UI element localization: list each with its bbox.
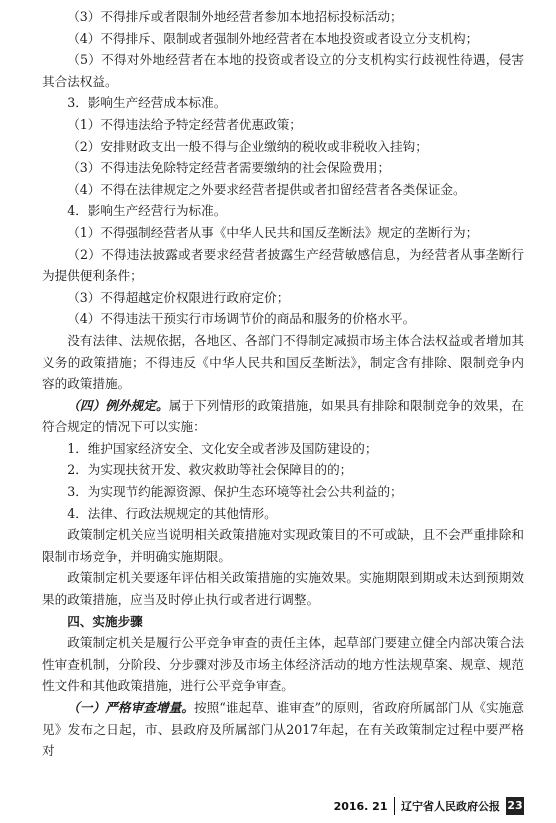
paragraph: （2）安排财政支出一般不得与企业缴纳的税收或非税收入挂钩； — [67, 138, 428, 154]
section-heading: 四、实施步骤 — [67, 613, 143, 629]
paragraph: （1）不得违法给予特定经营者优惠政策； — [67, 116, 302, 132]
paragraph-text: 按照“谁起草、谁审查”的原则，省政府所属部门从《实施意见》发布之日起，市、县政府及所属部门从2017年起，在有关政策制定过程中要严格对 — [42, 700, 524, 759]
paragraph: 2．为实现扶贫开发、救灾救助等社会保障目的的； — [67, 462, 353, 478]
page-footer — [334, 797, 524, 815]
paragraph: 3．为实现节约能源资源、保护生态环境等社会公共利益的； — [67, 484, 403, 500]
paragraph — [42, 395, 524, 438]
paragraph — [42, 697, 524, 762]
paragraph: （3）不得违法免除特定经营者需要缴纳的社会保险费用； — [67, 160, 391, 176]
issue-number: 2016. 21 — [333, 799, 388, 813]
paragraph: （4）不得在法律规定之外要求经营者提供或者扣留经营者各类保证金。 — [67, 181, 466, 197]
paragraph: 政策制定机关是履行公平竞争审查的责任主体，起草部门要建立健全内部决策合法性审查机制，分阶段、分步骤对涉及市场主体经济活动的地方性法规草案、规章、规范性文件和其他政策措施，进行公平竞争审查。 — [42, 635, 524, 694]
paragraph: 4．法律、行政法规规定的其他情形。 — [67, 505, 277, 521]
paragraph-lead: （一）严格审查增量。 — [67, 700, 194, 715]
paragraph: （4）不得违法干预实行市场调节价的商品和服务的价格水平。 — [67, 311, 416, 327]
paragraph: （4）不得排斥、限制或者强制外地经营者在本地投资或者设立分支机构； — [67, 30, 479, 46]
paragraph: （3）不得排斥或者限制外地经营者参加本地招标投标活动； — [67, 9, 403, 24]
paragraph: 政策制定机关应当说明相关政策措施对实现政策目的不可或缺，且不会严重排除和限制市场竞争，并明确实施期限。 — [42, 527, 524, 564]
paragraph: （1）不得强制经营者从事《中华人民共和国反垄断法》规定的垄断行为； — [67, 224, 479, 240]
paragraph: （5）不得对外地经营者在本地的投资或者设立的分支机构实行歧视性待遇，侵害其合法权益。 — [42, 52, 524, 89]
footer-divider — [394, 797, 396, 815]
paragraph: 3．影响生产经营成本标准。 — [67, 95, 227, 111]
paragraph: （3）不得超越定价权限进行政府定价； — [67, 289, 290, 305]
article-body — [42, 6, 524, 762]
paragraph-text: 属于下列情形的政策措施，如果具有排除和限制竞争的效果，在符合规定的情况下可以实施： — [42, 397, 525, 435]
paragraph: 政策制定机关要逐年评估相关政策措施的实施效果。实施期限到期或未达到预期效果的政策措施，应当及时停止执行或者进行调整。 — [42, 570, 524, 608]
paragraph: 4．影响生产经营行为标准。 — [67, 203, 227, 219]
paragraph: 没有法律、法规依据，各地区、各部门不得制定减损市场主体合法权益或者增加其义务的政策措施；不得违反《中华人民共和国反垄断法》，制定含有排除、限制竞争内容的政策措施。 — [42, 332, 524, 392]
paragraph-lead: （四）例外规定。 — [67, 397, 169, 413]
paragraph: 1．维护国家经济安全、文化安全或者涉及国防建设的； — [67, 440, 378, 456]
paragraph: （2）不得违法披露或者要求经营者披露生产经营敏感信息，为经营者从事垄断行为提供便利条件； — [42, 246, 524, 284]
journal-title: 辽宁省人民政府公报 — [401, 800, 500, 813]
page-number: 23 — [506, 797, 524, 815]
